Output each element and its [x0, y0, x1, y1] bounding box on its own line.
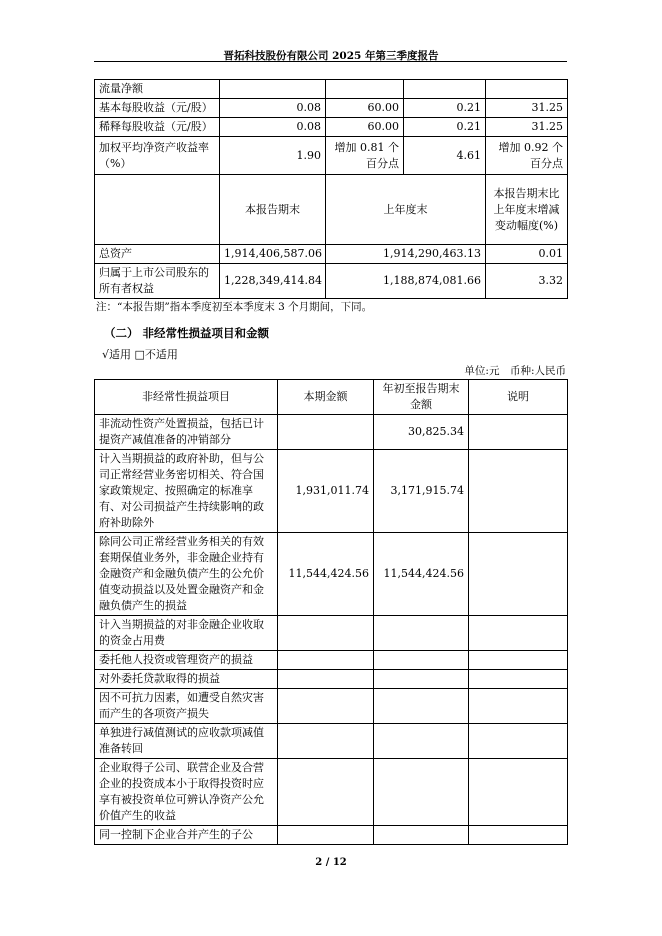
page-header: 晋拓科技股份有限公司 2025 年第三季度报告: [223, 50, 439, 62]
column-header: 非经常性损益项目: [95, 380, 278, 415]
table-row: 因不可抗力因素，如遭受自然灾害而产生的各项资产损失: [95, 689, 568, 724]
row-label: 稀释每股收益（元/股）: [95, 118, 220, 137]
table-row: 计入当期损益的对非金融企业收取的资金占用费: [95, 616, 568, 651]
column-header: 上年度末: [326, 175, 486, 245]
table-row: 企业取得子公司、联营企业及合营企业的投资成本小于取得投资时应享有被投资单位可辨认净资产公允价值产生的收益: [95, 759, 568, 826]
page-number: 2 / 12: [315, 857, 347, 868]
applicability-checkbox-line: √适用 □不适用: [102, 348, 178, 361]
table-row: 加权平均净资产收益率（%） 1.90 增加 0.81 个百分点 4.61 增加 0.92 个百分点: [95, 137, 568, 175]
table-header-row: [95, 380, 568, 415]
row-label: 流量净额: [95, 80, 220, 99]
unit-currency-line: 单位:元 币种:人民币: [464, 365, 566, 377]
column-header: 年初至报告期末金额: [374, 380, 469, 415]
table-row: 同一控制下企业合并产生的子公: [95, 826, 568, 845]
table-row: 对外委托贷款取得的损益: [95, 670, 568, 689]
table-row: 总资产 1,914,406,587.06 1,914,290,463.13 0.01: [95, 245, 568, 264]
table-row: 归属于上市公司股东的所有者权益 1,228,349,414.84 1,188,874,081.66 3.32: [95, 264, 568, 299]
column-header: 说明: [469, 380, 568, 415]
table-note: 注：“本报告期”指本季度初至本季度末 3 个月期间，下同。: [96, 301, 373, 313]
table-row: 除同公司正常经营业务相关的有效套期保值业务外，非金融企业持有金融资产和金融负债产生的公允价值变动损益以及处置金融资产和金融负债产生的损益 11,544,424.56 11,544,424.56: [95, 533, 568, 616]
table-row: 单独进行减值测试的应收款项减值准备转回: [95, 724, 568, 759]
column-header: 本报告期末比上年度末增减变动幅度(%): [486, 175, 568, 245]
row-label: 加权平均净资产收益率（%）: [95, 137, 220, 175]
table-row: 委托他人投资或管理资产的损益: [95, 651, 568, 670]
row-label: 基本每股收益（元/股）: [95, 99, 220, 118]
column-header: 本报告期末: [220, 175, 326, 245]
table-row: 计入当期损益的政府补助，但与公司正常经营业务密切相关、符合国家政策规定、按照确定的标准享有、对公司损益产生持续影响的政府补助除外 1,931,011.74 3,171,915.74: [95, 450, 568, 533]
table-row: 非流动性资产处置损益，包括已计提资产减值准备的冲销部分 30,825.34: [95, 415, 568, 450]
row-label: 归属于上市公司股东的所有者权益: [95, 264, 220, 299]
row-label: 总资产: [95, 245, 220, 264]
table-row: 基本每股收益（元/股） 0.08 60.00 0.21 31.25: [95, 99, 568, 118]
section-title: （二） 非经常性损益项目和金额: [104, 326, 270, 340]
table-row: [95, 80, 568, 99]
table-row: 稀释每股收益（元/股） 0.08 60.00 0.21 31.25: [95, 118, 568, 137]
key-indicators-table: [94, 79, 568, 299]
column-header: 本期金额: [278, 380, 374, 415]
non-recurring-items-table: [94, 379, 568, 845]
header-rule: [94, 61, 567, 62]
table-header-row: [95, 175, 568, 245]
